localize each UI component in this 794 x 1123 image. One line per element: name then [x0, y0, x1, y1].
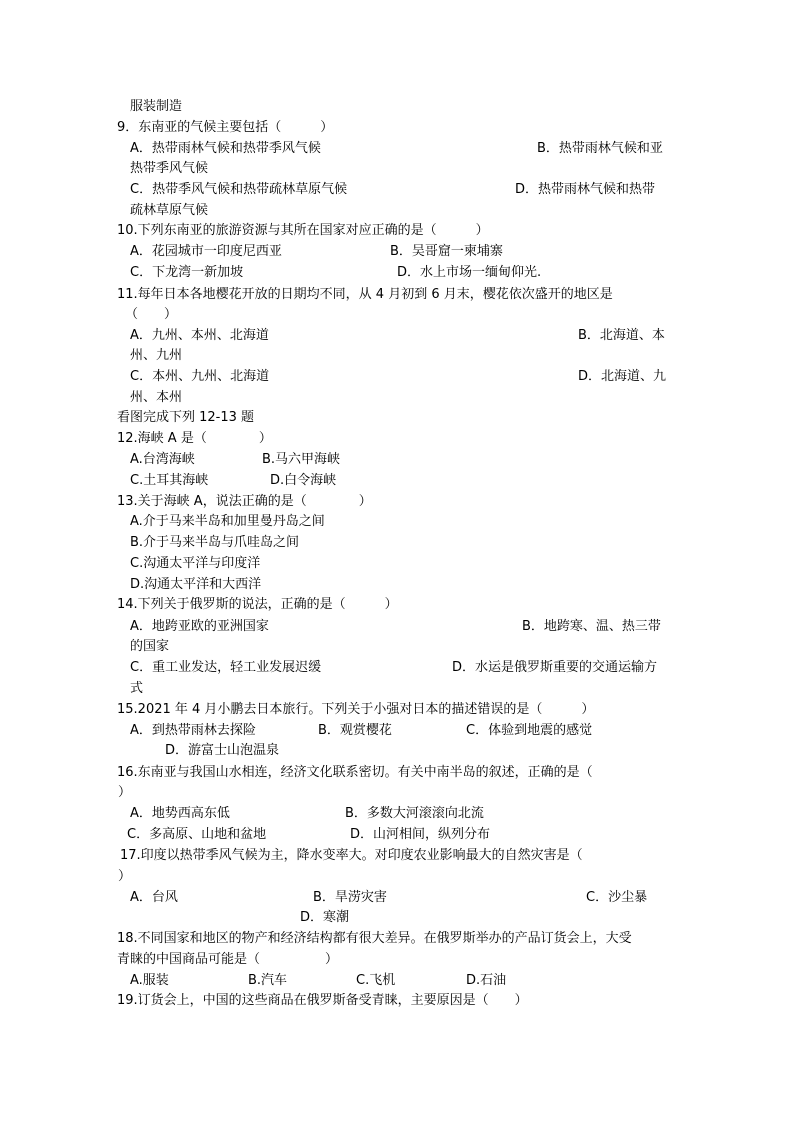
- q11-option-d: D．北海道、九: [578, 369, 667, 384]
- q13-option-b: B.介于马来半岛与爪哇岛之间: [130, 535, 300, 550]
- q12-option-b: B.马六甲海峡: [262, 452, 341, 467]
- question-17-stem-cont: ）: [118, 869, 132, 884]
- q17-option-d: D．寒潮: [300, 910, 350, 925]
- q11-option-c: C．本州、九州、北海道: [130, 369, 270, 384]
- q9-option-b: B．热带雨林气候和亚: [537, 141, 663, 156]
- question-16-stem-cont: ）: [118, 785, 132, 800]
- q12-option-c: C.土耳其海峡: [130, 473, 209, 488]
- q9-option-c: C．热带季风气候和热带疏林草原气候: [130, 182, 348, 197]
- q18-option-b: B.汽车: [248, 973, 288, 988]
- q12-option-d: D.白令海峡: [270, 473, 337, 488]
- q15-option-c: C．体验到地震的感觉: [466, 723, 593, 738]
- q9-option-d: D．热带雨林气候和热带: [515, 182, 656, 197]
- q11-option-d-cont: 州、本州: [130, 390, 183, 405]
- q16-option-d: D．山河相间，纵列分布: [350, 827, 491, 842]
- question-13-stem: 13.关于海峡 A，说法正确的是（ ）: [117, 494, 372, 509]
- question-14-stem: 14.下列关于俄罗斯的说法，正确的是（ ）: [117, 597, 398, 612]
- question-18-stem-cont: 青睐的中国商品可能是（ ）: [117, 952, 339, 967]
- q18-option-c: C.飞机: [356, 973, 396, 988]
- q13-option-c: C.沟通太平洋与印度洋: [130, 556, 261, 571]
- q13-option-a: A.介于马来半岛和加里曼丹岛之间: [130, 514, 325, 529]
- q11-option-a: A．九州、本州、北海道: [130, 328, 269, 343]
- q11-option-b: B．北海道、本: [578, 328, 665, 343]
- q9-option-d-cont: 疏林草原气候: [130, 203, 209, 218]
- q10-option-d: D．水上市场一缅甸仰光.: [397, 265, 542, 280]
- q17-option-c: C．沙尘暴: [586, 890, 648, 905]
- question-9-stem: 9．东南亚的气候主要包括（ ）: [117, 120, 334, 135]
- q13-option-d: D.沟通太平洋和大西洋: [130, 577, 262, 592]
- q17-option-b: B．旱涝灾害: [313, 890, 387, 905]
- question-18-stem: 18.不同国家和地区的物产和经济结构都有很大差异。在俄罗斯举办的产品订货会上，大受: [117, 931, 632, 946]
- q18-option-a: A.服装: [130, 973, 169, 988]
- q14-option-c: C．重工业发达，轻工业发展迟缓: [130, 660, 322, 675]
- question-15-stem: 15.2021 年 4 月小鹏去日本旅行。下列关于小强对日本的描述错误的是（ ）: [117, 702, 595, 717]
- q9-option-a: A．热带雨林气候和热带季风气候: [130, 141, 321, 156]
- q15-option-b: B．观赏樱花: [318, 723, 392, 738]
- q14-option-d-cont: 式: [130, 681, 144, 696]
- q14-option-d: D．水运是俄罗斯重要的交通运输方: [452, 660, 658, 675]
- q17-option-a: A．台风: [130, 890, 178, 905]
- q16-option-b: B．多数大河滚滚向北流: [345, 806, 484, 821]
- previous-option-tail: 服装制造: [130, 99, 183, 114]
- q16-option-a: A．地势西高东低: [130, 806, 230, 821]
- q14-option-b: B．地跨寒、温、热三带: [522, 619, 661, 634]
- question-11-stem-cont: （ ）: [125, 307, 178, 322]
- q16-option-c: C．多高原、山地和盆地: [127, 827, 267, 842]
- q15-option-a: A．到热带雨林去探险: [130, 723, 256, 738]
- q10-option-b: B．吴哥窟一柬埔寨: [390, 244, 503, 259]
- q15-option-d: D．游富士山泡温泉: [165, 743, 280, 758]
- q14-option-b-cont: 的国家: [130, 639, 170, 654]
- instruction-text: 看图完成下列 12-13 题: [117, 410, 255, 425]
- question-11-stem: 11.每年日本各地樱花开放的日期均不同，从 4 月初到 6 月末，樱花依次盛开的地区是: [117, 287, 613, 302]
- q11-option-b-cont: 州、九州: [130, 348, 183, 363]
- q9-option-b-cont: 热带季风气候: [130, 161, 209, 176]
- question-17-stem: 17.印度以热带季风气候为主，降水变率大。对印度农业影响最大的自然灾害是（: [120, 848, 583, 863]
- question-12-stem: 12.海峡 A 是（ ）: [117, 431, 272, 446]
- q18-option-d: D.石油: [466, 973, 507, 988]
- q12-option-a: A.台湾海峡: [130, 452, 195, 467]
- q10-option-c: C．下龙湾一新加坡: [130, 265, 244, 280]
- q10-option-a: A．花园城市一印度尼西亚: [130, 244, 282, 259]
- question-16-stem: 16.东南亚与我国山水相连，经济文化联系密切。有关中南半岛的叙述，正确的是（: [117, 765, 593, 780]
- q14-option-a: A．地跨亚欧的亚洲国家: [130, 619, 269, 634]
- question-10-stem: 10.下列东南亚的旅游资源与其所在国家对应正确的是（ ）: [117, 223, 489, 238]
- question-19-stem: 19.订货会上，中国的这些商品在俄罗斯备受青睐，主要原因是（ ）: [117, 993, 528, 1008]
